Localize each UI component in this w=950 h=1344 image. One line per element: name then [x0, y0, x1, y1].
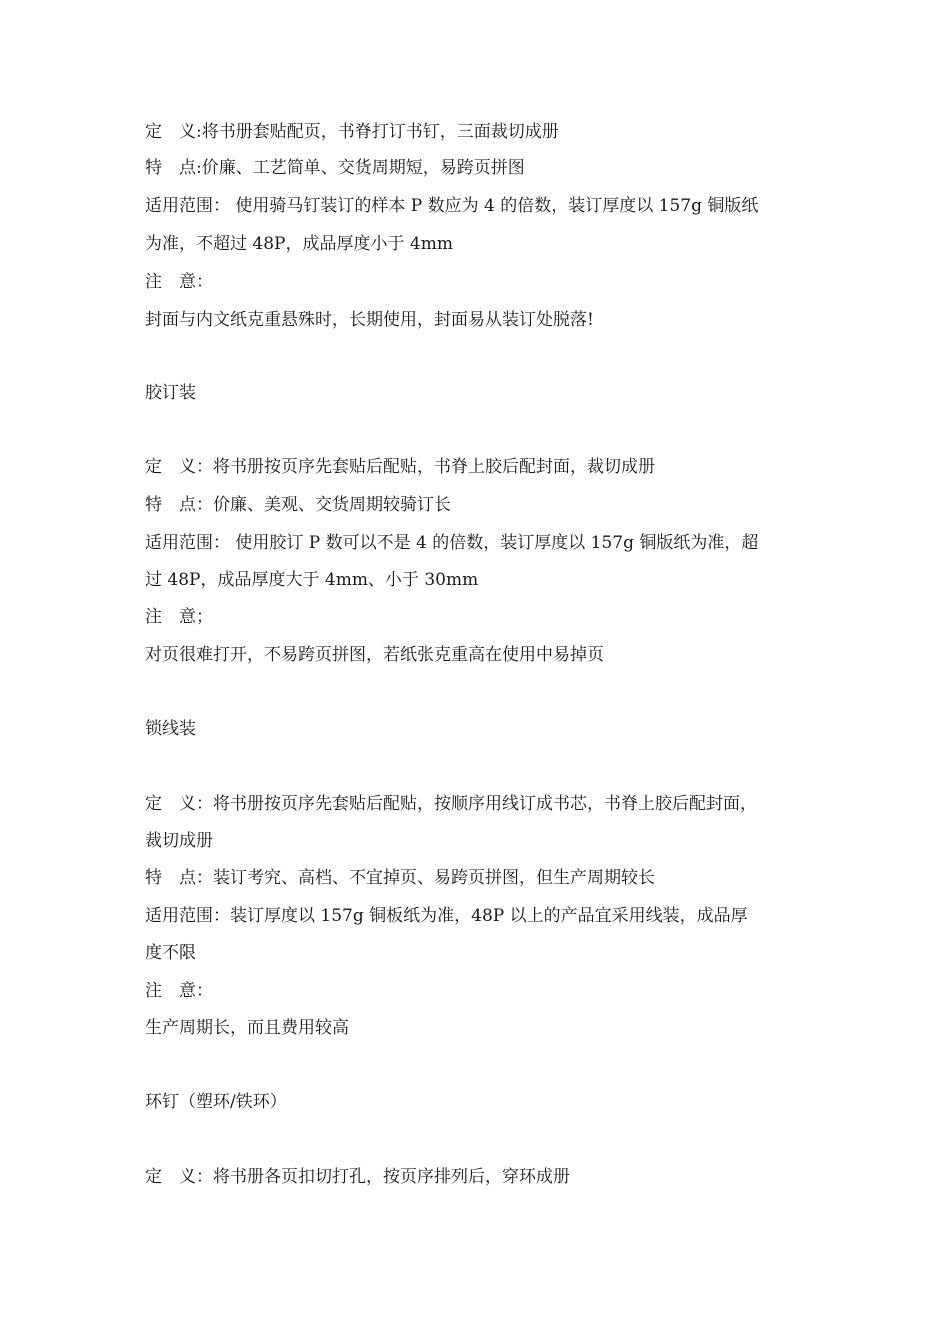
thread-binding-title: 锁线装	[145, 719, 196, 739]
perfect-scope-line-1: 适用范围： 使用胶订 P 数可以不是 4 的倍数，装订厚度以 157g 铜版纸为准，超	[145, 533, 759, 553]
thread-definition-line-1: 定 义：将书册按页序先套贴后配贴，按顺序用线订成书芯，书脊上胶后配封面，	[145, 794, 757, 814]
perfect-scope-line-2: 过 48P，成品厚度大于 4mm、小于 30mm	[145, 570, 479, 590]
perfect-note: 对页很难打开，不易跨页拼图，若纸张克重高在使用中易掉页	[145, 645, 604, 665]
thread-note: 生产周期长，而且费用较高	[145, 1018, 349, 1038]
thread-scope-line-1: 适用范围：装订厚度以 157g 铜板纸为准，48P 以上的产品宜采用线装，成品厚	[145, 906, 748, 926]
ring-binding-title: 环钉（塑环/铁环）	[145, 1092, 287, 1112]
thread-definition-line-2: 裁切成册	[145, 831, 213, 851]
perfect-note-label: 注 意；	[145, 607, 213, 627]
saddle-features: 特 点:价廉、工艺简单、交货周期短，易跨页拼图	[145, 158, 525, 178]
thread-scope-line-2: 度不限	[145, 943, 196, 963]
ring-definition: 定 义：将书册各页扣切打孔，按页序排列后，穿环成册	[145, 1167, 570, 1187]
perfect-definition: 定 义：将书册按页序先套贴后配贴，书脊上胶后配封面，裁切成册	[145, 457, 655, 477]
perfect-binding-title: 胶订装	[145, 383, 196, 403]
perfect-features: 特 点：价廉、美观、交货周期较骑订长	[145, 495, 451, 515]
thread-note-label: 注 意：	[145, 981, 213, 1001]
saddle-definition: 定 义:将书册套贴配页，书脊打订书钉，三面裁切成册	[145, 122, 559, 142]
saddle-note-label: 注 意：	[145, 272, 213, 292]
saddle-scope-line-2: 为准，不超过 48P，成品厚度小于 4mm	[145, 234, 453, 254]
saddle-scope-line-1: 适用范围： 使用骑马钉装订的样本 P 数应为 4 的倍数，装订厚度以 157g 铜版纸	[145, 196, 759, 216]
thread-features: 特 点：装订考究、高档、不宜掉页、易跨页拼图，但生产周期较长	[145, 868, 655, 888]
saddle-note: 封面与内文纸克重悬殊时，长期使用，封面易从装订处脱落!	[145, 310, 594, 330]
